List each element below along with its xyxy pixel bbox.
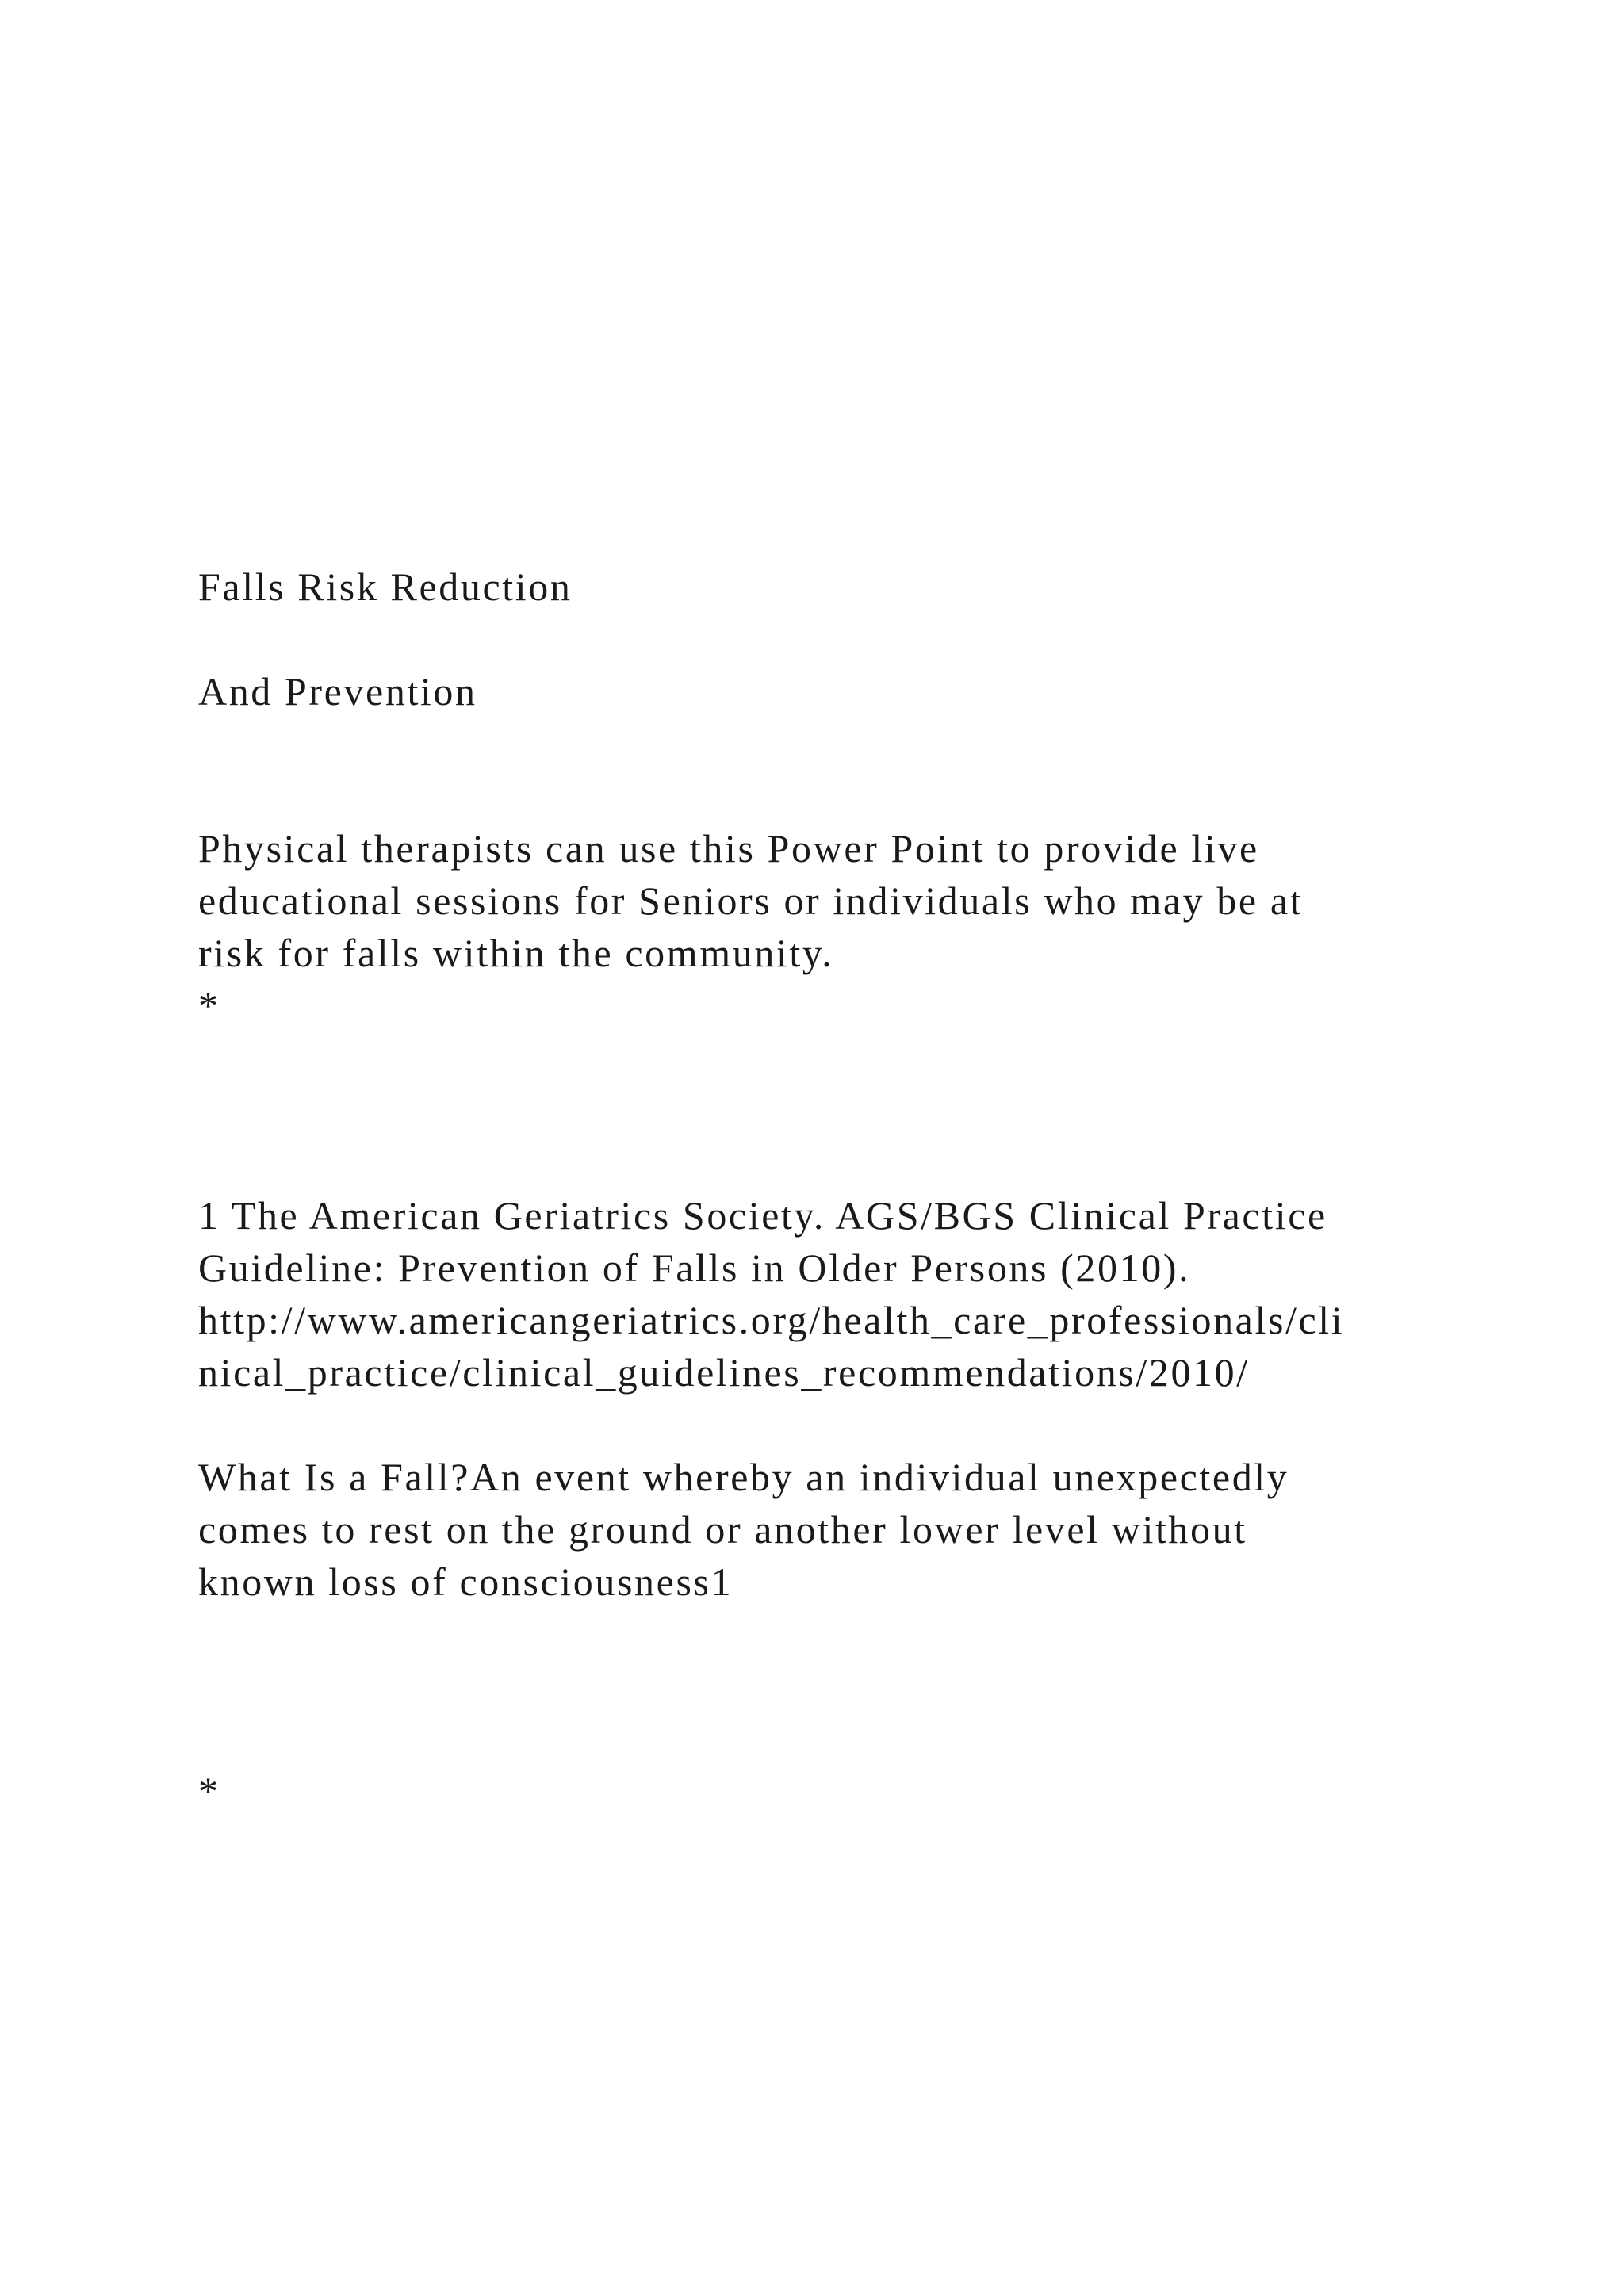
intro-line-1: Physical therapists can use this Power Point to provide live xyxy=(198,826,1259,871)
definition-line-2: comes to rest on the ground or another lower level without xyxy=(198,1507,1247,1552)
intro-line-3: risk for falls within the community. xyxy=(198,931,834,975)
intro-marker: * xyxy=(198,983,220,1027)
definition-line-1: What Is a Fall?An event whereby an individual unexpectedly xyxy=(198,1455,1289,1499)
intro-line-2: educational sessions for Seniors or individuals who may be at xyxy=(198,878,1304,923)
title-line-2: And Prevention xyxy=(198,669,477,714)
reference-url-line-2: nical_practice/clinical_guidelines_recommendations/2010/ xyxy=(198,1350,1250,1395)
reference-url-line-1: http://www.americangeriatrics.org/health_care_professionals/cli xyxy=(198,1298,1345,1342)
reference-line-2: Guideline: Prevention of Falls in Older Persons (2010). xyxy=(198,1246,1191,1290)
definition-line-3: known loss of consciousness1 xyxy=(198,1559,733,1604)
reference-line-1: 1 The American Geriatrics Society. AGS/BGS Clinical Practice xyxy=(198,1193,1327,1238)
end-marker: * xyxy=(198,1769,220,1813)
title-line-1: Falls Risk Reduction xyxy=(198,564,573,609)
